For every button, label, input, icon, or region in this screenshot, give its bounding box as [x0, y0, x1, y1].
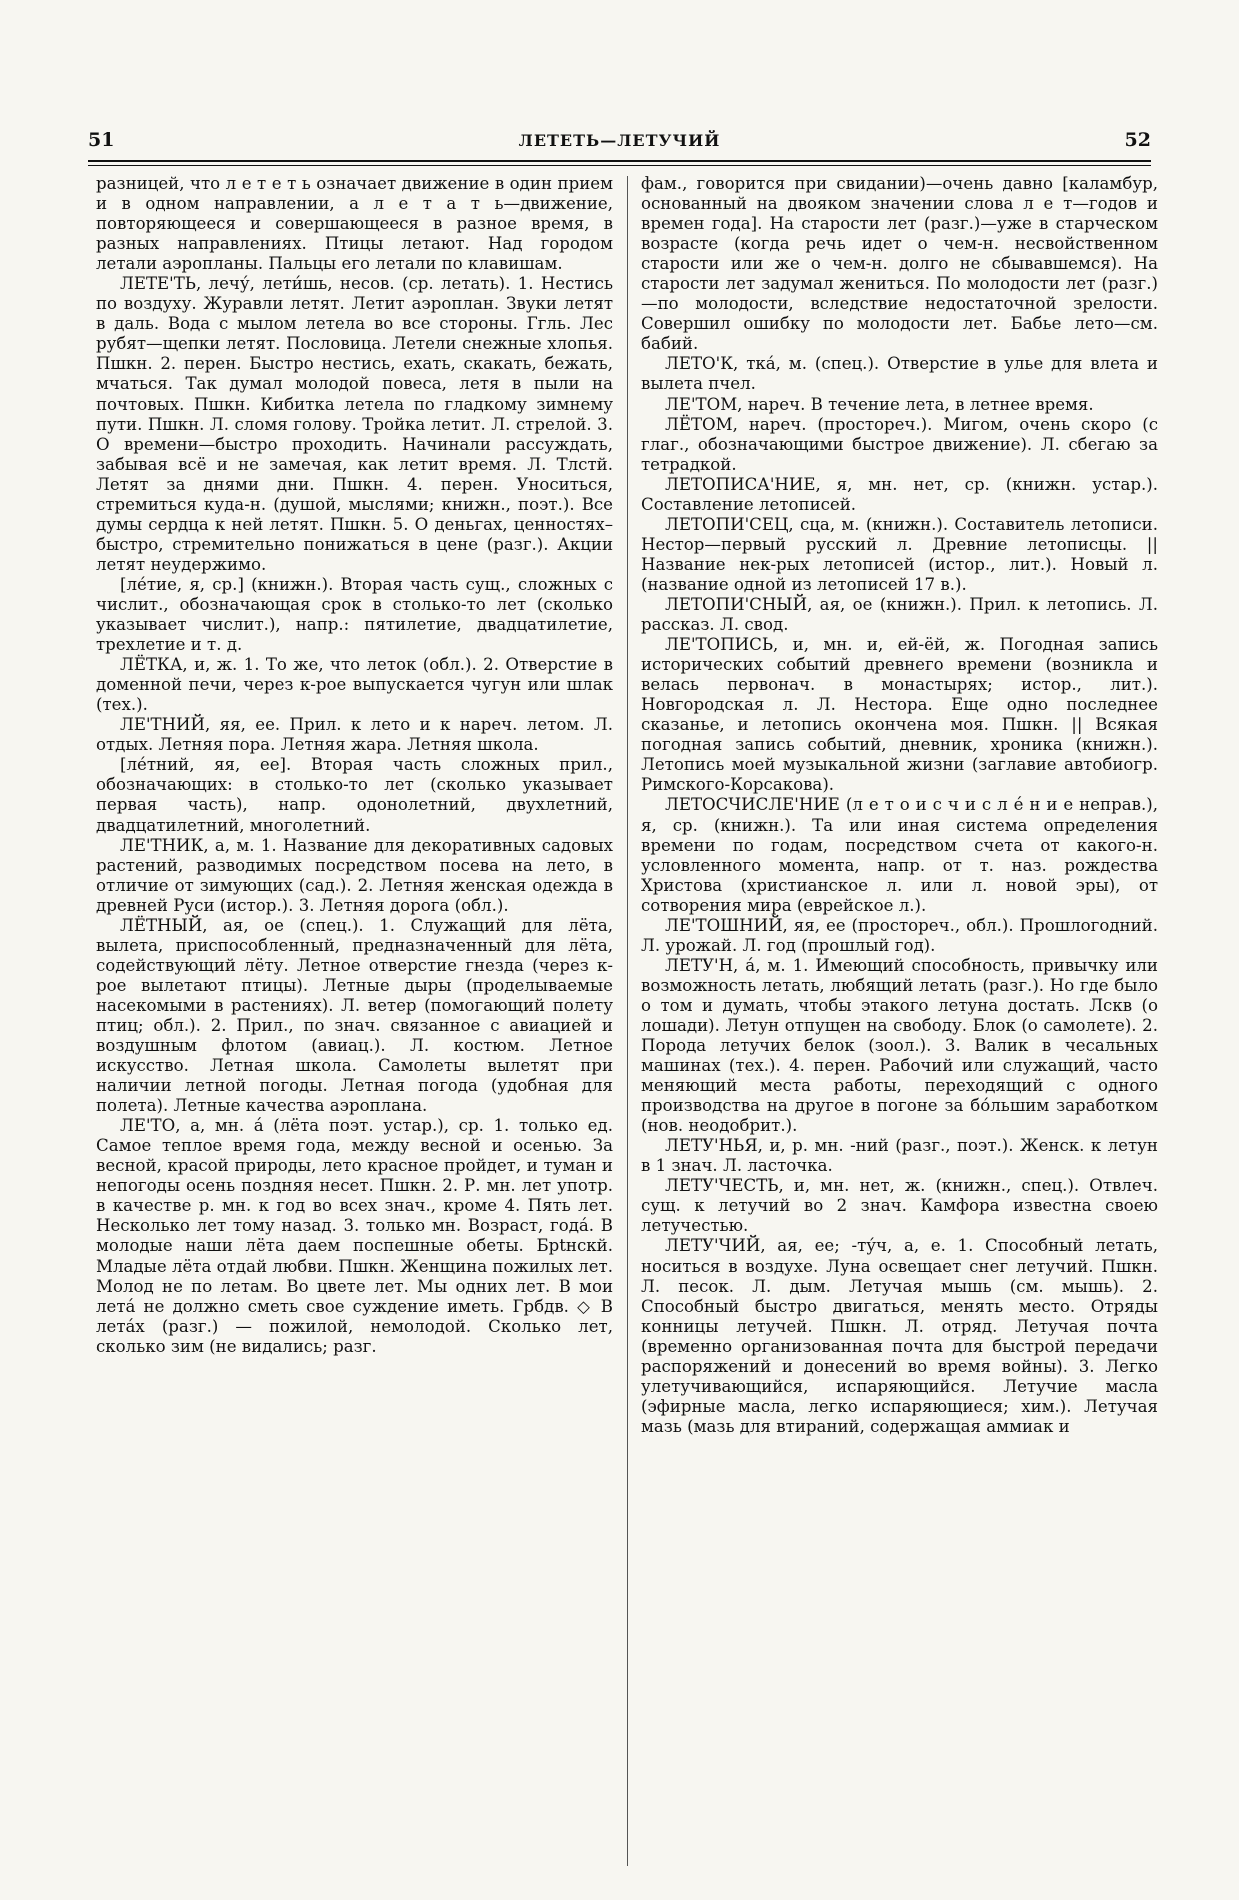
page-header [88, 122, 1151, 158]
entry-letoshniy: ЛЕ'ТОШНИЙ, яя, ее (простореч., обл.). Прошлогодний. Л. урожай. Л. год (прошлый год). [641, 915, 1158, 955]
entry-letok: ЛЕТО'К, тка́, м. (спец.). Отверстие в улье для влета и вылета пчел. [641, 354, 1158, 394]
entry-lyotnyy: ЛЁТНЫЙ, ая, ое (спец.). 1. Служащий для лёта, вылета, приспособленный, предназначенный для лёта, содействующий лёту. Летное отверстие гнезда (через к-рое вылетают птицы). Летные дыры (проделываемые насекомыми в растениях). Л. ветер (помогающий полету птиц; обл.). 2. Прил., по знач. связанное с авиацией и воздушным флотом (авиац.). Л. костюм. Летное искусство. Летная школа. Самолеты вылетят при наличии летной погоды. Летная погода (удобная для полета). Летные качества аэроплана. [96, 915, 613, 1116]
column-divider [627, 176, 628, 1866]
entry-letopis: ЛЕ'ТОПИСЬ, и, мн. и, ей-ёй, ж. Погодная запись исторических событий древнего времени (возникла и велась первонач. в монастырях; истор., лит.). Новгородская л. Л. Нестора. Еще одно последнее сказанье, и летопись окончена моя. Пшкн. || Всякая погодная запись событий, дневник, хроника (книжн.). Летопись моей музыкальной жизни (заглавие автобиогр. Римского-Корсакова). [641, 635, 1158, 795]
entry-letopisnyy: ЛЕТОПИ'СНЫЙ, ая, ое (книжн.). Прил. к летопись. Л. рассказ. Л. свод. [641, 594, 1158, 635]
entry-letom: ЛЕ'ТОМ, нареч. В течение лета, в летнее время. [665, 394, 1094, 414]
running-head: ЛЕТЕТЬ—ЛЕТУЧИЙ [518, 130, 721, 150]
entry-continuation: фам., говорится при свидании)—очень давно [каламбур, основанный на двояком значении слова л е т—годов и времен года]. На старости лет (разг.)—уже в старческом возрасте (когда речь идет о чем-н. несвойственном старости или же о чем-н. долго не сбывавшемся). На старости лет задумал жениться. По молодости лет (разг.)—по молодости, вследствие недостаточной зрелости. Совершил ошибку по молодости лет. Бабье лето—см. бабий. [641, 174, 1158, 354]
entry-letopisanie: ЛЕТОПИСА'НИЕ, я, мн. нет, ср. (книжн. устар.). Составление летописей. [641, 474, 1158, 514]
page-number-right: 52 [1124, 129, 1151, 151]
entry-letka: ЛЁТКА, и, ж. 1. То же, что леток (обл.). 2. Отверстие в доменной печи, через к-рое выпускается чугун или шлак (тех.). [96, 655, 613, 715]
entry-letuchest: ЛЕТУ'ЧЕСТЬ, и, мн. нет, ж. (книжн., спец.). Отвлеч. сущ. к летучий во 2 знач. Камфора известна своею летучестью. [641, 1176, 1158, 1236]
entry-letun: ЛЕТУ'Н, á, м. 1. Имеющий способность, привычку или возможность летать, любящий летать (разг.). Но где было о том и думать, чтобы этакого летуна достать. Лскв (о лошади). Летун отпущен на свободу. Блок (о самолете). 2. Порода летучих белок (зоол.). 3. Валик в чесальных машинах (тех.). 4. перен. Рабочий или служащий, часто меняющий места работы, переходящий с одного производства на другое в погоне за бо́льшим заработком (нов. неодобрит.). [641, 955, 1158, 1136]
entry-leto: ЛЕ'ТО, а, мн. á (лёта поэт. устар.), ср. 1. только ед. Самое теплое время года, между весной и осенью. За весной, красой природы, лето красное пройдет, и туман и непогоды осень поздняя несет. Пшкн. 2. Р. мн. лет употр. в качестве р. мн. к год во всех знач., кроме 4. Пять лет. Несколько лет тому назад. 3. только мн. Возраст, годá. В молодые наши лёта даем поспешные обеты. Брtнскй. Младые лёта отдай любви. Пшкн. Женщина пожилых лет. Молод не по летам. Во цвете лет. Мы одних лет. В мои летá не должно сметь свое суждение иметь. Грбдв. ◇ В летáх (разг.) — пожилой, немолодой. Сколько лет, сколько зим (не видались; разг. [96, 1116, 613, 1356]
header-rule [88, 160, 1151, 166]
entry-letie: [ле́тие, я, ср.] (книжн.). Вторая часть сущ., сложных с числит., обозначающая срок в столько-то лет (сколько указывает числит.), напр.: пятилетие, двадцатилетие, трехлетие и т. д. [96, 574, 613, 655]
entry-letunya: ЛЕТУ'НЬЯ, и, р. мн. -ний (разг., поэт.). Женск. к летун в 1 знач. Л. ласточка. [641, 1136, 1158, 1176]
entry-letoschislenie: ЛЕТОСЧИСЛЕ'НИЕ (л е т о и с ч и с л é н и е неправ.), я, ср. (книжн.). Та или иная система определения времени по годам, посредством счета от какого-н. условленного момента, напр. от т. наз. рождества Христова (христианское л. или л. новой эры), от сотворения мира (еврейское л.). [641, 795, 1158, 915]
entry-letet: ЛЕТЕ'ТЬ, лечу́, лети́шь, несов. (ср. летать). 1. Нестись по воздуху. Журавли летят. Летит аэроплан. Звуки летят в даль. Вода с мылом летела во все стороны. Ггль. Лес рубят—щепки летят. Пословица. Летели снежные хлопья. Пшкн. 2. перен. Быстро нестись, ехать, скакать, бежать, мчаться. Так думал молодой повеса, летя в пыли на почтовых. Пшкн. Кибитка летела по гладкому зимнему пути. Пшкн. Л. сломя голову. Тройка летит. Л. стрелой. 3. О времени—быстро проходить. Начинали рассуждать, забывая всё и не замечая, как летит время. Л. Тлстй. Летят за днями дни. Пшкн. 4. перен. Уноситься, стремиться куда-н. (душой, мыслями; книжн., поэт.). Все думы сердца к ней летят. Пшкн. 5. О деньгах, ценностях– быстро, стремительно понижаться в цене (разг.). Акции летят неудержимо. [96, 274, 613, 574]
right-column [641, 174, 1158, 1864]
entry-letnik: ЛЕ'ТНИК, а, м. 1. Название для декоративных садовых растений, разводимых посредством посева на лето, в отличие от зимующих (сад.). 2. Летняя женская одежда в древней Руси (истор.). 3. Летняя дорога (обл.). [96, 835, 613, 915]
entry-lyotom: ЛЁТОМ, нареч. (простореч.). Мигом, очень скоро (с глаг., обозначающими быстрое движение). Л. сбегаю за тетрадкой. [641, 414, 1158, 474]
entry-continuation: разницей, что л е т е т ь означает движение в один прием и в одном направлении, а л е т а т ь—движение, повторяющееся и совершающееся в разное время, в разных направлениях. Птицы летают. Над городом летали аэропланы. Пальцы его летали по клавишам. [96, 174, 613, 274]
left-column [96, 174, 613, 1864]
entry-letuchiy: ЛЕТУ'ЧИЙ, ая, ее; -ту́ч, а, е. 1. Способный летать, носиться в воздухе. Луна освещает снег летучий. Пшкн. Л. песок. Л. дым. Летучая мышь (см. мышь). 2. Способный быстро двигаться, менять место. Отряды конницы летучей. Пшкн. Л. отряд. Летучая почта (временно организованная почта для быстрой передачи распоряжений и донесений во время войны). 3. Легко улетучивающийся, испаряющийся. Летучие масла (эфирные масла, легко испаряющиеся; хим.). Летучая мазь (мазь для втираний, содержащая аммиак и [641, 1236, 1158, 1436]
page-number-left: 51 [88, 129, 115, 151]
entry-letniy-suffix: [ле́тний, яя, ее]. Вторая часть сложных прил., обозначающих: в столько-то лет (сколько указывает первая часть), напр. одонолетний, двухлетний, двадцатилетний, многолетний. [96, 755, 613, 835]
entry-letniy: ЛЕ'ТНИЙ, яя, ее. Прил. к лето и к нареч. летом. Л. отдых. Летняя пора. Летняя жара. Летняя школа. [96, 715, 613, 755]
entry-letopisets: ЛЕТОПИ'СЕЦ, сца, м. (книжн.). Составитель летописи. Нестор—первый русский л. Древние летописцы. || Название нек-рых летописей (истор., лит.). Новый л. (название одной из летописей 17 в.). [641, 514, 1158, 594]
